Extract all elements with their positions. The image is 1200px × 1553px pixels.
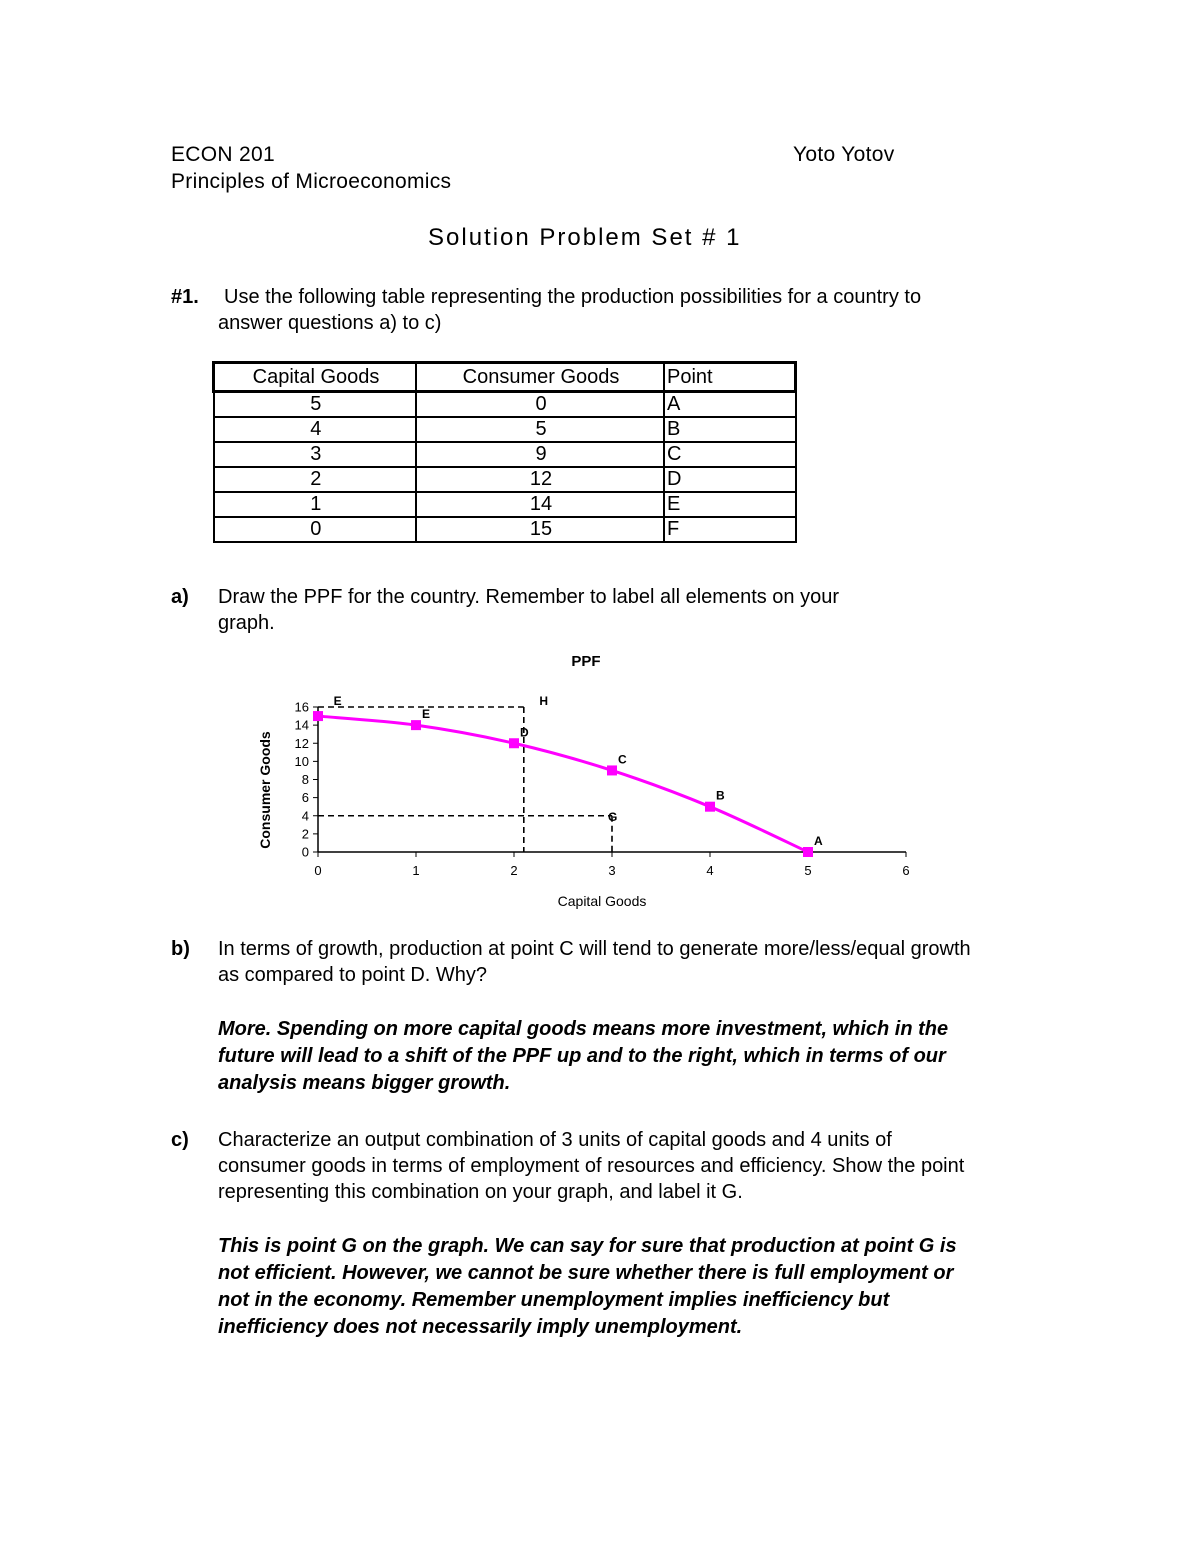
table-row (214, 517, 796, 542)
table-header-capital: Capital Goods (214, 363, 417, 392)
table-header-row (214, 363, 796, 392)
part-b-label: b) (171, 938, 190, 960)
part-c-label: c) (171, 1129, 189, 1151)
y-axis-label: Consumer Goods (257, 731, 273, 849)
part-b-answer-line1: More. Spending on more capital goods means more investment, which in the (218, 1018, 949, 1040)
table-cell: 1 (214, 492, 417, 517)
table-row (214, 492, 796, 517)
ppf-point-label: C (618, 752, 627, 767)
x-tick-label: 5 (804, 863, 812, 878)
y-tick-label: 16 (294, 699, 309, 715)
part-c-answer-line4: inefficiency does not necessarily imply unemployment. (218, 1316, 743, 1338)
chart-annotation: E (333, 694, 342, 708)
y-tick-label: 4 (301, 808, 309, 824)
ppf-point-marker (411, 720, 421, 730)
part-c-answer-line1: This is point G on the graph. We can say for sure that production at point G is (218, 1235, 957, 1257)
ppf-chart (240, 640, 940, 920)
part-c-line2: consumer goods in terms of employment of resources and efficiency. Show the point (218, 1155, 965, 1177)
table-cell: F (664, 517, 796, 542)
x-tick-label: 2 (510, 863, 518, 878)
table-row (214, 467, 796, 492)
table-cell: 14 (416, 492, 664, 517)
x-tick-label: 6 (902, 863, 910, 878)
table-cell: 5 (214, 392, 417, 418)
x-tick-label: 1 (412, 863, 420, 878)
y-tick-label: 8 (301, 772, 309, 787)
ppf-point-label: B (716, 788, 725, 803)
table-row (214, 392, 796, 418)
question-prompt-line1: Use the following table representing the production possibilities for a country to (224, 286, 922, 308)
table-cell: D (664, 467, 796, 492)
table-cell: A (664, 392, 796, 418)
x-axis-label: Capital Goods (557, 893, 647, 909)
x-tick-label: 3 (608, 863, 616, 878)
y-tick-label: 14 (294, 717, 309, 733)
table-header-point: Point (664, 363, 796, 392)
y-tick-label: 2 (301, 826, 309, 842)
part-c-answer-line3: not in the economy. Remember unemployment implies inefficiency but (218, 1289, 890, 1311)
table-cell: 0 (416, 392, 664, 418)
part-c-line3: representing this combination on your graph, and label it G. (218, 1181, 743, 1203)
chart-annotation: G (608, 809, 618, 824)
instructor-name: Yoto Yotov (793, 143, 895, 166)
table-cell: 5 (416, 417, 664, 442)
y-tick-label: 12 (294, 735, 309, 751)
part-a-line1: Draw the PPF for the country. Remember to label all elements on your (218, 586, 840, 608)
production-possibilities-table (212, 361, 797, 543)
part-a-line2: graph. (218, 612, 275, 634)
part-b-line1: In terms of growth, production at point C will tend to generate more/less/equal growth (218, 938, 971, 960)
part-b-answer-line3: analysis means bigger growth. (218, 1072, 511, 1094)
question-number: #1. (171, 286, 199, 308)
page-title: Solution Problem Set # 1 (428, 224, 742, 251)
ppf-point-marker (803, 847, 813, 857)
ppf-point-label: D (520, 725, 529, 740)
table-cell: 0 (214, 517, 417, 542)
x-tick-label: 4 (706, 863, 714, 878)
ppf-point-marker (313, 711, 323, 721)
question-prompt-line2: answer questions a) to c) (218, 312, 442, 334)
ppf-point-marker (509, 738, 519, 748)
table-cell: E (664, 492, 796, 517)
y-tick-label: 0 (301, 844, 309, 860)
table-cell: 3 (214, 442, 417, 467)
table-cell: 9 (416, 442, 664, 467)
table-cell: 2 (214, 467, 417, 492)
table-cell: 12 (416, 467, 664, 492)
ppf-curve (318, 716, 808, 852)
part-c-answer-line2: not efficient. However, we cannot be sure whether there is full employment or (218, 1262, 954, 1284)
table-cell: 15 (416, 517, 664, 542)
part-c-line1: Characterize an output combination of 3 units of capital goods and 4 units of (218, 1129, 892, 1151)
table-header-consumer: Consumer Goods (416, 363, 664, 392)
course-code: ECON 201 (171, 143, 275, 166)
ppf-point-label: A (814, 834, 823, 848)
part-b-line2: as compared to point D. Why? (218, 964, 488, 986)
table-cell: C (664, 442, 796, 467)
y-tick-label: 6 (301, 790, 309, 806)
ppf-point-label: E (422, 707, 431, 722)
table-cell: B (664, 417, 796, 442)
course-name: Principles of Microeconomics (171, 170, 452, 193)
table-row (214, 417, 796, 442)
part-a-label: a) (171, 586, 189, 608)
ppf-point-marker (607, 765, 617, 775)
part-b-answer-line2: future will lead to a shift of the PPF up and to the right, which in terms of our (218, 1045, 946, 1067)
ppf-point-marker (705, 802, 715, 812)
table-row (214, 442, 796, 467)
y-tick-label: 10 (294, 753, 309, 769)
chart-annotation: H (539, 694, 549, 708)
x-tick-label: 0 (314, 863, 322, 878)
table-cell: 4 (214, 417, 417, 442)
chart-title: PPF (571, 653, 601, 670)
